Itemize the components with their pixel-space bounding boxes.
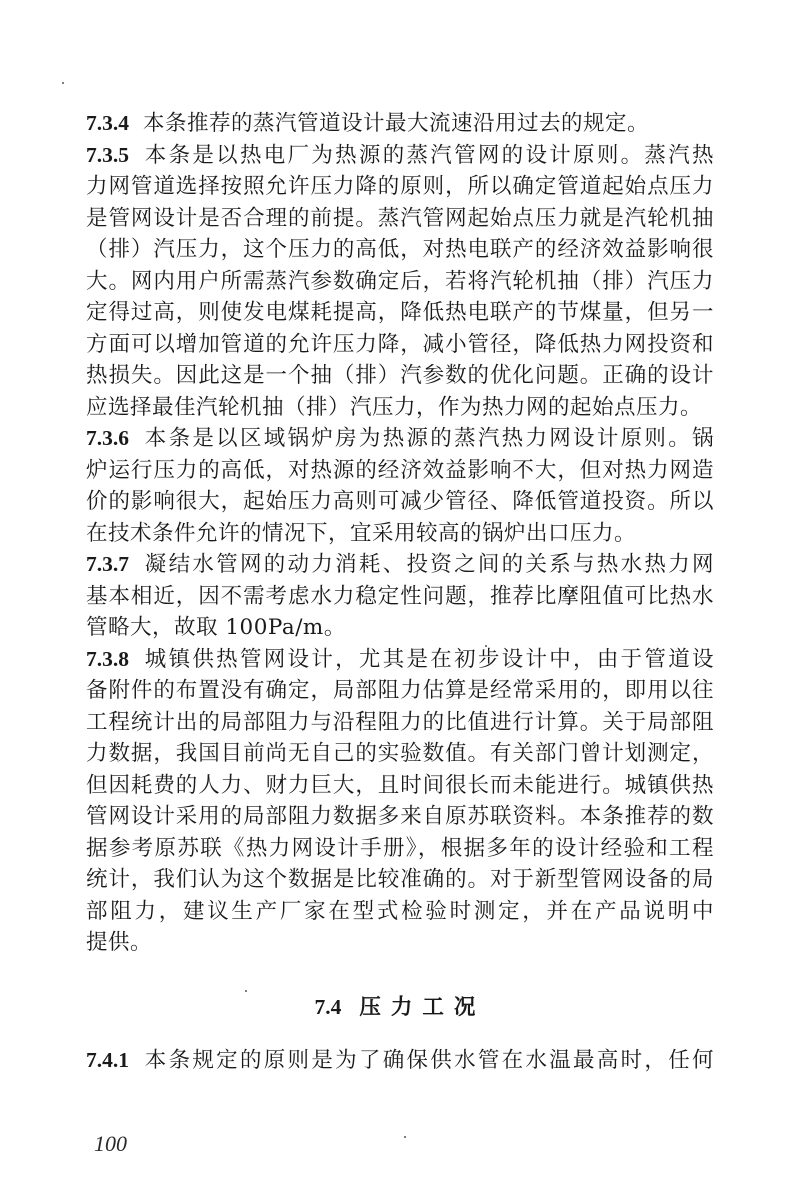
text-line: 备附件的布置没有确定，局部阻力估算是经常采用的，即用以往 [86, 678, 714, 703]
clause-7-3-7 [86, 549, 714, 644]
text-line [86, 1045, 714, 1077]
clause-7-3-6 [86, 423, 714, 549]
text-line: 应选择最佳汽轮机抽（排）汽压力，作为热力网的起始点压力。 [86, 394, 703, 420]
section-title: 压力工况 [359, 994, 486, 1020]
clause-number: 7.3.4 [86, 111, 129, 135]
text-line: 是管网设计是否合理的前提。蒸汽管网起始点压力就是汽轮机抽 [86, 205, 714, 231]
scan-speck [404, 1136, 406, 1138]
page-number: 100 [94, 1131, 127, 1156]
clause-text: 城镇供热管网设计，尤其是在初步设计中，由于管道设 [143, 646, 714, 672]
text-line: 部阻力，建议生产厂家在型式检验时测定，并在产品说明中 [86, 898, 714, 924]
text-line: 大。网内用户所需蒸汽参数确定后，若将汽轮机抽（排）汽压力 [86, 268, 714, 294]
text-line: 据参考原苏联《热力网设计手册》，根据多年的设计经验和工程 [86, 835, 714, 861]
section-number: 7.4 [314, 994, 342, 1019]
clause-text: 本条推荐的蒸汽管道设计最大流速沿用过去的规定。 [143, 111, 650, 136]
clause-text: 本条规定的原则是为了确保供水管在水温最高时，任何 [143, 1047, 714, 1073]
text-line [86, 644, 714, 676]
scan-speck [62, 82, 64, 84]
clause-text: 本条是以热电厂为热源的蒸汽管网的设计原则。蒸汽热 [143, 142, 714, 168]
clause-number: 7.3.7 [86, 552, 129, 576]
text-line: 统计，我们认为这个数据是比较准确的。对于新型管网设备的局 [86, 867, 714, 892]
text-line: 但因耗费的人力、财力巨大，且时间很长而未能进行。城镇供热 [86, 772, 714, 798]
text-line: 方面可以增加管道的允许压力降，减小管径，降低热力网投资和 [86, 331, 714, 357]
section-heading [86, 965, 714, 1045]
clause-text: 凝结水管网的动力消耗、投资之间的关系与热水热力网 [143, 552, 714, 577]
clause-7-3-5 [86, 140, 714, 424]
clause-7-3-4 [86, 108, 714, 140]
text-line: （排）汽压力，这个压力的高低，对热电联产的经济效益影响很 [86, 237, 714, 262]
text-line: 提供。 [86, 930, 153, 955]
text-line [86, 108, 714, 140]
scan-speck [485, 645, 487, 647]
text-line [86, 549, 714, 581]
clause-number: 7.3.8 [86, 646, 129, 671]
text-line: 炉运行压力的高低，对热源的经济效益影响不大，但对热力网造 [86, 457, 714, 483]
text-line [86, 140, 714, 172]
clause-number: 7.4.1 [86, 1047, 129, 1072]
text-line: 管网设计采用的局部阻力数据多来自原苏联资料。本条推荐的数 [86, 804, 714, 829]
scan-speck [245, 990, 247, 992]
text-line: 价的影响很大，起始压力高则可减少管径、降低管道投资。所以 [86, 489, 714, 514]
clause-number: 7.3.6 [86, 426, 129, 450]
clause-7-3-8 [86, 644, 714, 959]
text-line: 定得过高，则使发电煤耗提高，降低热电联产的节煤量，但另一 [86, 300, 714, 325]
text-line: 力数据，我国目前尚无自己的实验数值。有关部门曾计划测定， [86, 741, 714, 766]
text-line: 工程统计出的局部阻力与沿程阻力的比值进行计算。关于局部阻 [86, 709, 714, 735]
clause-7-4-1 [86, 1045, 714, 1077]
text-line: 管略大，故取 100Pa/m。 [86, 615, 346, 640]
text-line: 在技术条件允许的情况下，宜采用较高的锅炉出口压力。 [86, 520, 637, 546]
clause-number: 7.3.5 [86, 142, 129, 167]
clause-text: 本条是以区域锅炉房为热源的蒸汽热力网设计原则。锅 [143, 426, 714, 451]
text-line: 热损失。因此这是一个抽（排）汽参数的优化问题。正确的设计 [86, 363, 714, 388]
text-line: 力网管道选择按照允许压力降的原则，所以确定管道起始点压力 [86, 174, 714, 199]
text-line: 基本相近，因不需考虑水力稳定性问题，推荐比摩阻值可比热水 [86, 583, 714, 609]
text-line [86, 423, 714, 455]
document-page [86, 108, 714, 1076]
